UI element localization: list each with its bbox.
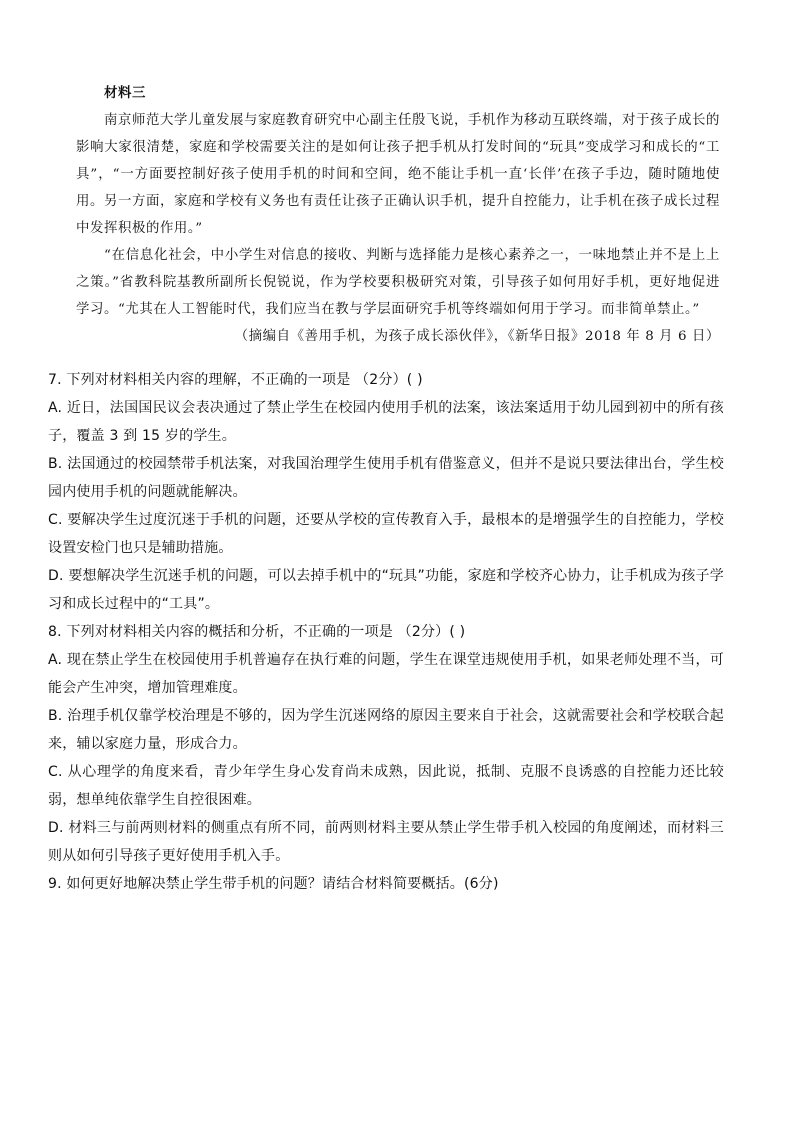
material-paragraph-2: “在信息化社会，中小学生对信息的接收、判断与选择能力是核心素养之一，一味地禁止并不是上上之策。”省教科院基教所副所长倪锐说，作为学校要积极研究对策，引导孩子如何用好手机，更好地促进学习。“尤其在人工智能时代，我们应当在教与学层面研究手机等终端如何用于学习。而非简单禁止。” xyxy=(76,248,720,317)
question-8-stem: 8. 下列对材料相关内容的概括和分析，不正确的一项是 （2分）( ) xyxy=(48,624,466,640)
question-9-stem: 9. 如何更好地解决禁止学生带手机的问题？请结合材料简要概括。(6分) xyxy=(48,876,499,892)
material-source-citation: （摘编自《善用手机，为孩子成长添伙伴》，《新华日报》2018 年 8 月 6 日） xyxy=(234,329,720,344)
question-9 xyxy=(48,870,724,898)
material-paragraph-1: 南京师范大学儿童发展与家庭教育研究中心副主任殷飞说，手机作为移动互联终端，对于孩子成长的影响大家很清楚，家庭和学校需要关注的是如何让孩子把手机从打发时间的“玩具”变成学习和成长的“工具”，“一方面要控制好孩子使用手机的时间和空间，绝不能让手机一直‘长伴’在孩子手边，随时随地使用。另一方面，家庭和学校有义务也有责任让孩子正确认识手机，提升自控能力，让手机在孩子成长过程中发挥积极的作用。” xyxy=(76,113,720,236)
question-8-option-d: D. 材料三与前两则材料的侧重点有所不同，前两则材料主要从禁止学生带手机入校园的角度阐述，而材料三则从如何引导孩子更好使用手机入手。 xyxy=(48,820,724,864)
questions-section xyxy=(48,366,724,898)
question-8-option-a: A. 现在禁止学生在校园使用手机普遍存在执行难的问题，学生在课堂违规使用手机，如果老师处理不当，可能会产生冲突，增加管理难度。 xyxy=(48,652,724,696)
question-7-option-b: B. 法国通过的校园禁带手机法案，对我国治理学生使用手机有借鉴意义，但并不是说只要法律出台，学生校园内使用手机的问题就能解决。 xyxy=(48,456,724,500)
material-title: 材料三 xyxy=(104,85,146,101)
question-8-option-b: B. 治理手机仅靠学校治理是不够的，因为学生沉迷网络的原因主要来自于社会，这就需要社会和学校联合起来，辅以家庭力量，形成合力。 xyxy=(48,708,724,752)
question-7-option-c: C. 要解决学生过度沉迷于手机的问题，还要从学校的宣传教育入手，最根本的是增强学生的自控能力，学校设置安检门也只是辅助措施。 xyxy=(48,512,724,556)
question-8-option-c: C. 从心理学的角度来看，青少年学生身心发育尚未成熟，因此说，抵制、克服不良诱惑的自控能力还比较弱，想单纯依靠学生自控很困难。 xyxy=(48,764,724,808)
question-7-option-a: A. 近日，法国国民议会表决通过了禁止学生在校园内使用手机的法案，该法案适用于幼儿园到初中的所有孩子，覆盖 3 到 15 岁的学生。 xyxy=(48,400,724,444)
question-7 xyxy=(48,366,724,618)
question-8 xyxy=(48,618,724,870)
material-three-section xyxy=(76,80,720,350)
question-7-stem: 7. 下列对材料相关内容的理解，不正确的一项是 （2分）( ) xyxy=(48,372,423,388)
question-7-option-d: D. 要想解决学生沉迷手机的问题，可以去掉手机中的“玩具”功能，家庭和学校齐心协力，让手机成为孩子学习和成长过程中的“工具”。 xyxy=(48,568,724,612)
